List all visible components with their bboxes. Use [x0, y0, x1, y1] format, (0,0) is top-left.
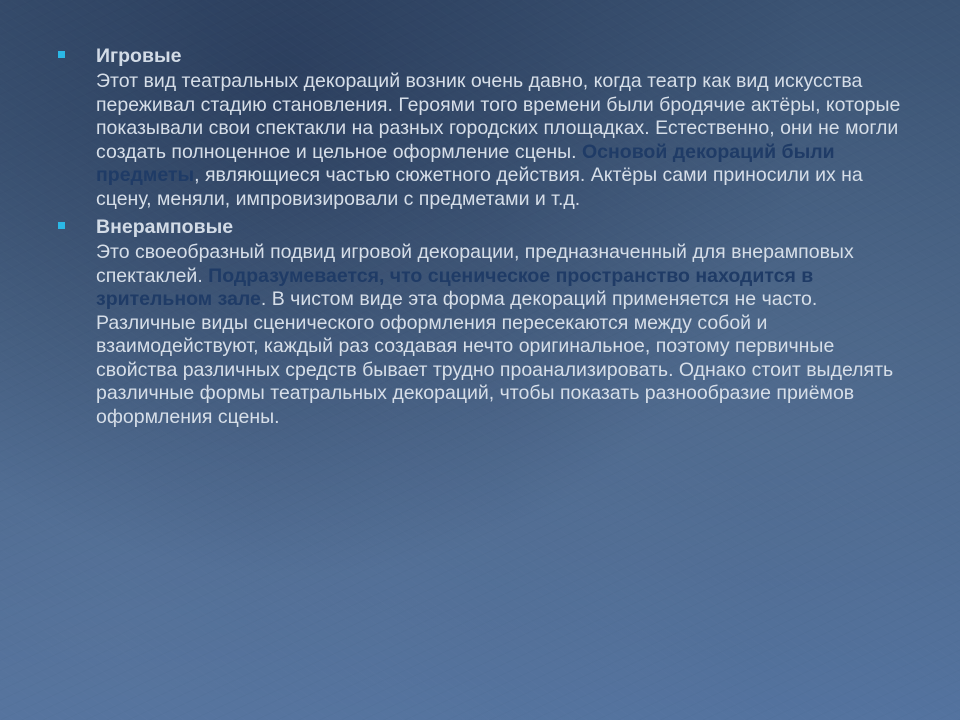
square-bullet-icon	[58, 222, 65, 229]
paragraph-text: , являющиеся частью сюжетного действия. Актёры сами приносили их на сцену, меняли, импровизировали с предметами и т.д.	[96, 164, 863, 210]
paragraph-text: . В чистом виде эта форма декораций применяется не часто. Различные виды сценического оформления пересекаются между собой и взаимодействуют, каждый раз создавая нечто оригинальное, поэтому первичные свойства различных средств бывает трудно проанализировать. Однако стоит выделять различные формы театральных декораций, чтобы показать разнообразие приёмов оформления сцены.	[96, 288, 894, 428]
list-item-igrovye	[58, 44, 908, 211]
item-heading: Игровые	[96, 45, 182, 67]
paragraph-highlight: Основой декораций были предметы	[96, 140, 835, 186]
item-paragraph	[96, 70, 908, 211]
square-bullet-icon	[58, 51, 65, 58]
paragraph-text: Этот вид театральных декораций возник очень давно, когда театр как вид искусства переживал стадию становления. Героями того времени были бродячие актёры, которые показывали свои спектакли на разных городских площадках. Естественно, они не могли создать полноценное и цельное оформление сцены.	[96, 70, 901, 163]
list-item-vneramprovye	[58, 215, 908, 429]
paragraph-highlight: Подразумевается, что сценическое пространство находится в зрительном зале	[96, 264, 814, 310]
paragraph-text: Это своеобразный подвид игровой декорации, предназначенный для внерамповых спектаклей.	[96, 241, 854, 287]
item-heading: Внерамповые	[96, 216, 234, 238]
slide-content	[58, 44, 908, 429]
item-paragraph	[96, 241, 908, 429]
